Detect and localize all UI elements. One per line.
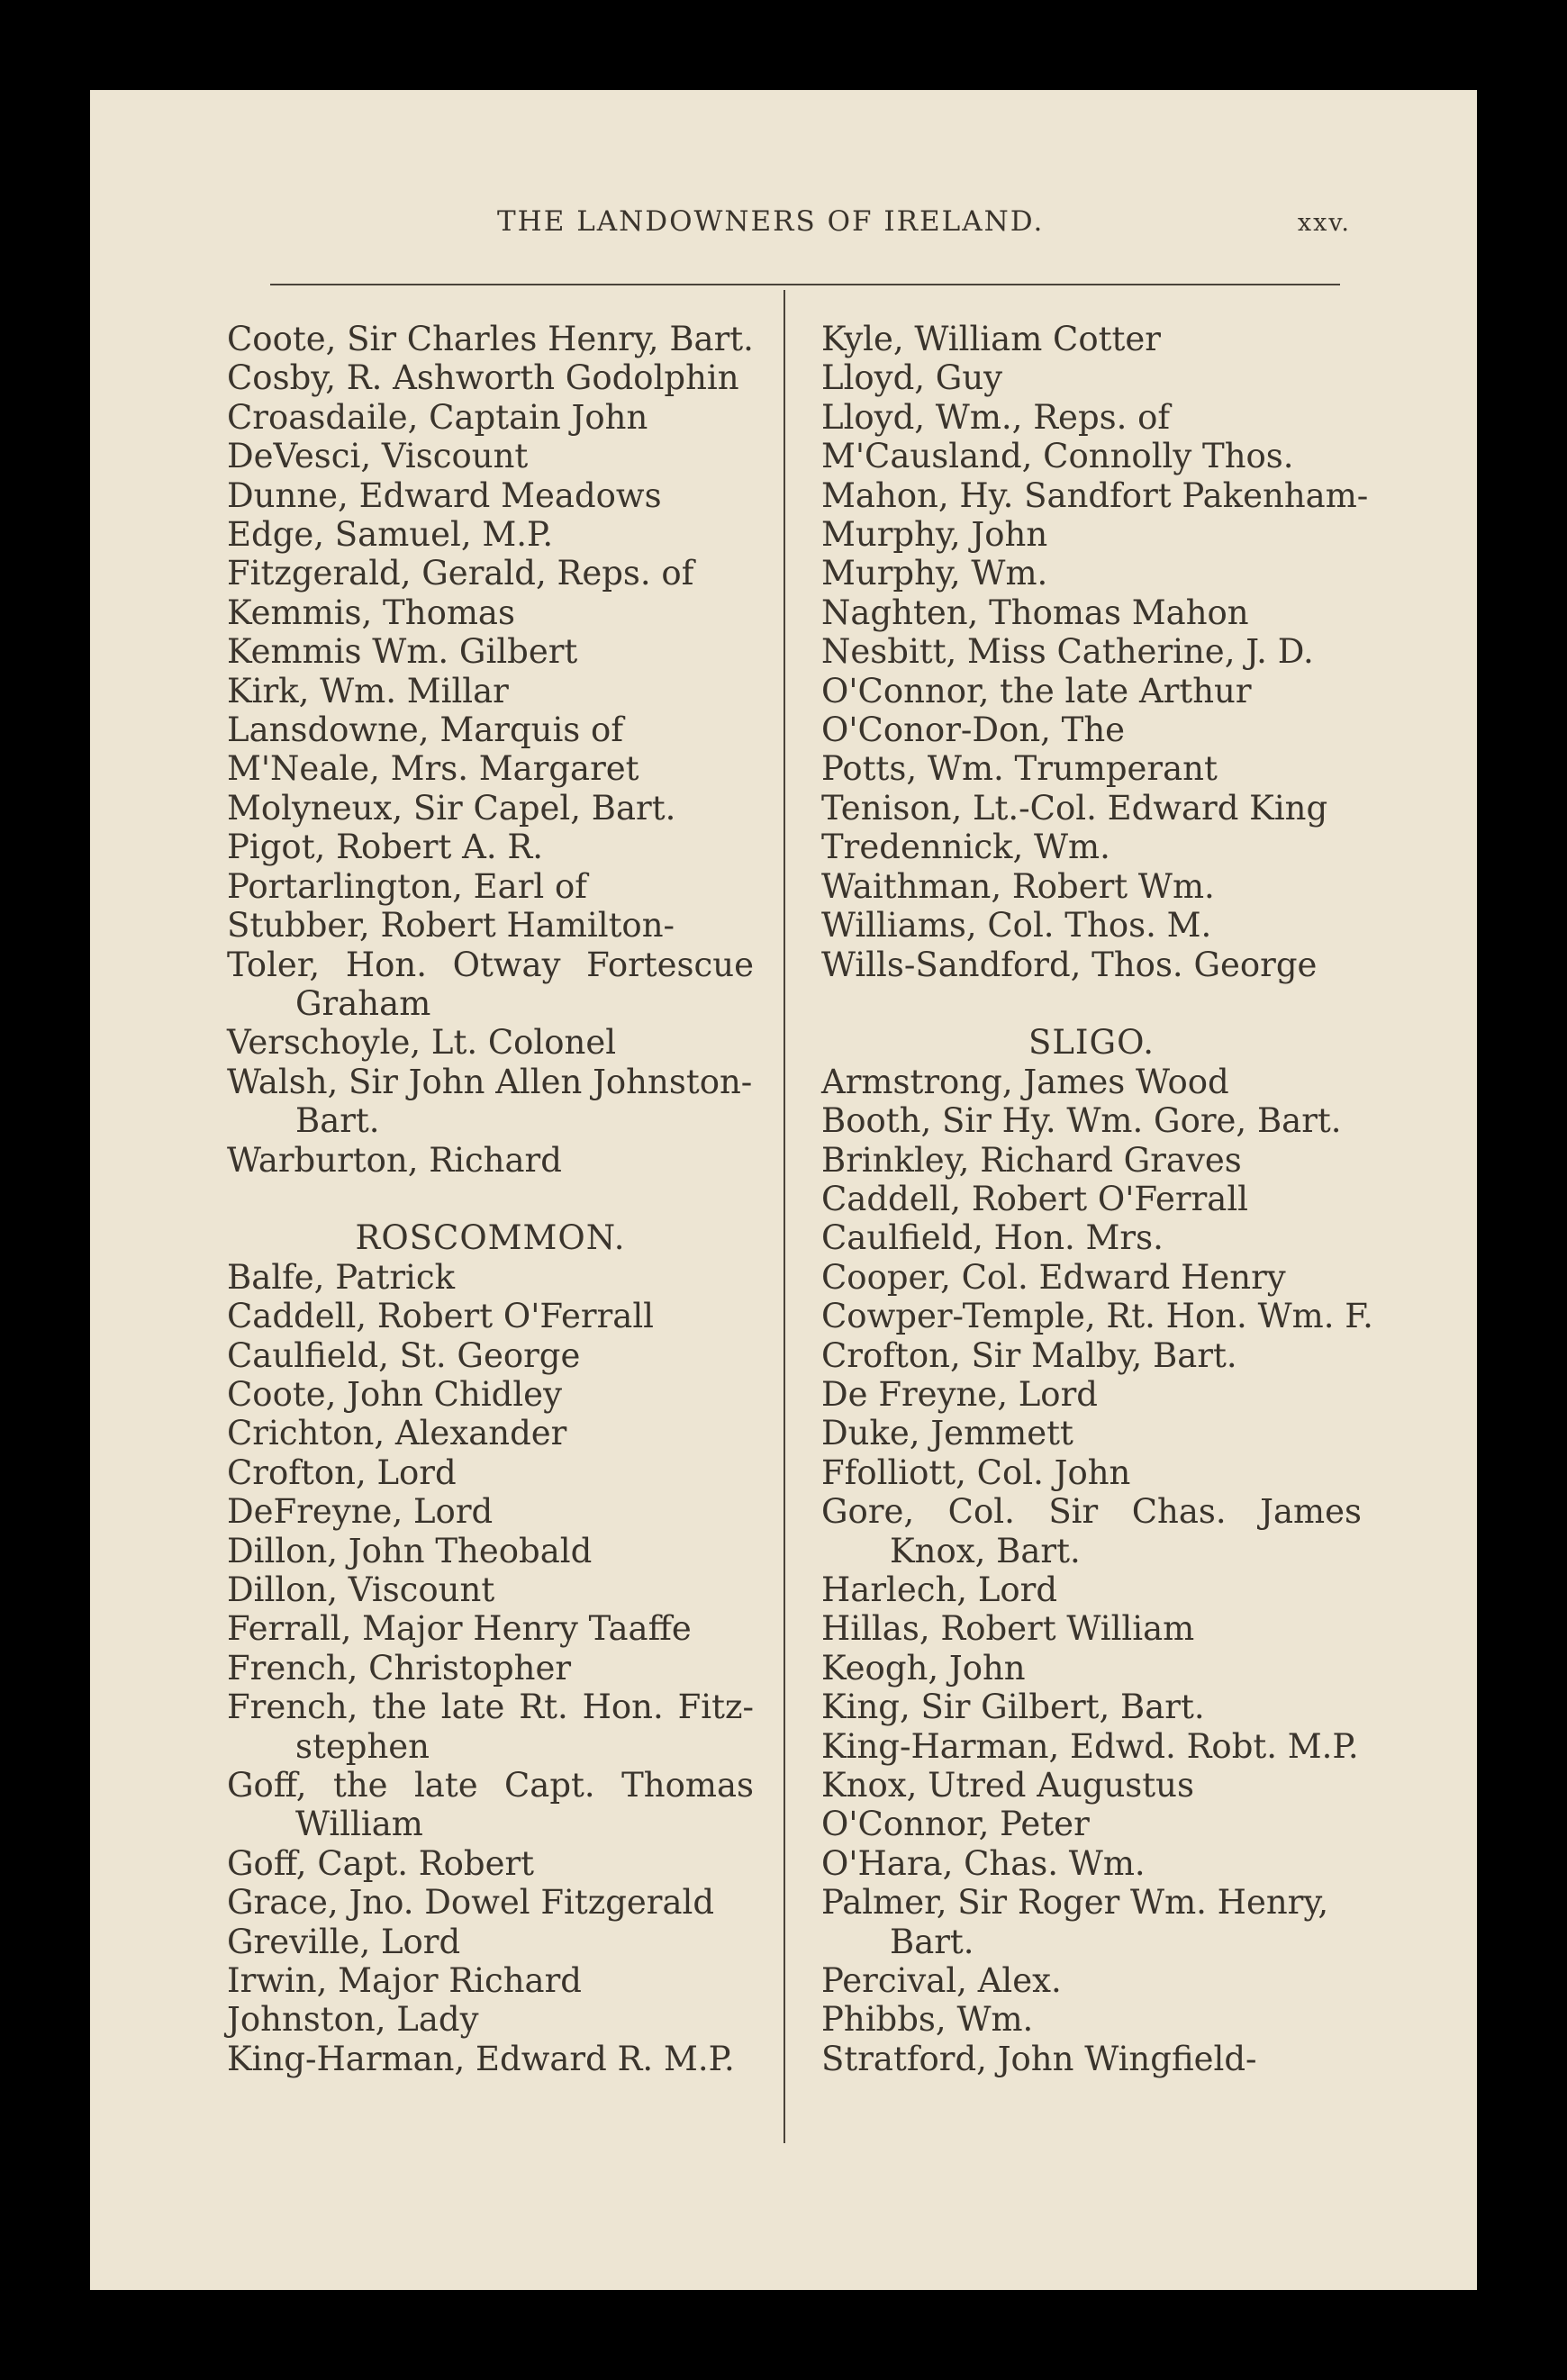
list-entry: Coote, John Chidley [227,1374,562,1414]
page-number: xxv. [1297,209,1351,237]
list-entry: French, the late Rt. Hon. Fitz- [227,1688,754,1727]
list-entry: Pigot, Robert A. R. [227,828,543,867]
column-divider [784,290,785,2143]
list-entry: Kemmis Wm. Gilbert [227,632,578,672]
list-entry: Crofton, Lord [227,1452,457,1492]
list-entry: Greville, Lord [227,1922,461,1961]
list-entry: Williams, Col. Thos. M. [821,906,1212,946]
list-entry: Harlech, Lord [821,1570,1058,1609]
list-entry: O'Hara, Chas. Wm. [821,1843,1146,1883]
list-entry: King-Harman, Edwd. Robt. M.P. [821,1726,1359,1766]
list-entry: French, Christopher [227,1648,572,1688]
list-entry: Crichton, Alexander [227,1414,567,1453]
header-rule [270,284,1340,285]
list-entry: Hillas, Robert William [821,1609,1195,1649]
list-entry: Murphy, John [821,515,1048,555]
section-heading-roscommon: ROSCOMMON. [355,1218,626,1258]
list-entry: Grace, Jno. Dowel Fitzgerald [227,1883,715,1923]
list-entry: Lansdowne, Marquis of [227,710,624,750]
list-entry: Lloyd, Guy [821,358,1003,398]
list-entry: Duke, Jemmett [821,1414,1073,1453]
list-entry-continuation: William [295,1805,423,1844]
list-entry: DeFreyne, Lord [227,1492,494,1532]
list-entry: Balfe, Patrick [227,1257,456,1297]
list-entry: O'Connor, the late Arthur [821,671,1252,710]
list-entry: Potts, Wm. Trumperant [821,749,1218,789]
list-entry: Nesbitt, Miss Catherine, J. D. [821,632,1314,672]
list-entry: Caddell, Robert O'Ferrall [227,1297,655,1336]
list-entry: King-Harman, Edward R. M.P. [227,2039,735,2078]
list-entry: Johnston, Lady [227,2000,479,2040]
list-entry-continuation: Bart. [295,1101,380,1141]
list-entry: Kemmis, Thomas [227,593,515,632]
list-entry: Dunne, Edward Meadows [227,475,662,515]
list-entry: Irwin, Major Richard [227,1961,582,2001]
list-entry: Palmer, Sir Roger Wm. Henry, [821,1883,1329,1923]
list-entry: Keogh, John [821,1648,1026,1688]
list-entry: DeVesci, Viscount [227,437,529,476]
list-entry: Dillon, John Theobald [227,1531,593,1570]
list-entry: Kirk, Wm. Millar [227,671,509,710]
list-entry: Crofton, Sir Malby, Bart. [821,1335,1237,1375]
list-entry: Edge, Samuel, M.P. [227,515,554,555]
list-entry: Goff, Capt. Robert [227,1843,535,1883]
list-entry-continuation: Graham [295,983,431,1023]
list-entry: Molyneux, Sir Capel, Bart. [227,788,676,828]
section-heading-sligo: SLIGO. [1028,1023,1155,1063]
list-entry: Gore, Col. Sir Chas. James [821,1492,1362,1532]
list-entry: Dillon, Viscount [227,1570,495,1609]
list-entry: Ffolliott, Col. John [821,1452,1131,1492]
list-entry: Tredennick, Wm. [821,828,1110,867]
list-entry: Mahon, Hy. Sandfort Pakenham- [821,475,1369,515]
list-entry: Waithman, Robert Wm. [821,866,1215,906]
list-entry: Caulfield, St. George [227,1335,581,1375]
list-entry: Croasdaile, Captain John [227,397,648,437]
list-entry: Ferrall, Major Henry Taaffe [227,1609,692,1649]
list-entry: Verschoyle, Lt. Colonel [227,1023,617,1063]
list-entry: Coote, Sir Charles Henry, Bart. [227,320,754,358]
list-entry: Caddell, Robert O'Ferrall [821,1179,1249,1218]
list-entry: Booth, Sir Hy. Wm. Gore, Bart. [821,1101,1342,1141]
list-entry: O'Connor, Peter [821,1805,1090,1844]
list-entry: Wills-Sandford, Thos. George [821,945,1318,984]
right-column [821,320,1373,2078]
running-header [90,205,1477,250]
list-entry: Portarlington, Earl of [227,866,587,906]
list-entry-continuation: Knox, Bart. [890,1531,1081,1570]
list-entry: Goff, the late Capt. Thomas [227,1766,754,1805]
list-entry: Stratford, John Wingfield- [821,2039,1257,2078]
list-entry: M'Neale, Mrs. Margaret [227,749,639,789]
list-entry: Cosby, R. Ashworth Godolphin [227,358,739,398]
left-column [227,320,754,2078]
list-entry: Phibbs, Wm. [821,2000,1034,2040]
list-entry: Stubber, Robert Hamilton- [227,906,675,946]
list-entry: Caulfield, Hon. Mrs. [821,1218,1164,1258]
list-entry: Warburton, Richard [227,1140,562,1180]
list-entry: Cowper-Temple, Rt. Hon. Wm. F. [821,1297,1373,1336]
book-page [90,90,1477,2290]
list-entry: Murphy, Wm. [821,554,1048,593]
list-entry: Percival, Alex. [821,1961,1062,2001]
list-entry: Toler, Hon. Otway Fortescue [227,945,754,984]
list-entry-continuation: stephen [295,1726,430,1766]
list-entry: Kyle, William Cotter [821,320,1161,358]
list-entry-continuation: Bart. [890,1922,974,1961]
list-entry: Tenison, Lt.-Col. Edward King [821,788,1328,828]
list-entry: Knox, Utred Augustus [821,1766,1194,1805]
list-entry: De Freyne, Lord [821,1374,1098,1414]
list-entry: O'Conor-Don, The [821,710,1126,750]
list-entry: Fitzgerald, Gerald, Reps. of [227,554,694,593]
list-entry: Lloyd, Wm., Reps. of [821,397,1171,437]
list-entry: Armstrong, James Wood [821,1062,1229,1101]
list-entry: Naghten, Thomas Mahon [821,593,1249,632]
list-entry: Cooper, Col. Edward Henry [821,1257,1286,1297]
list-entry: M'Causland, Connolly Thos. [821,437,1294,476]
list-entry: King, Sir Gilbert, Bart. [821,1688,1205,1727]
running-title: THE LANDOWNERS OF IRELAND. [497,205,1045,238]
list-entry: Walsh, Sir John Allen Johnston- [227,1062,753,1101]
list-entry: Brinkley, Richard Graves [821,1140,1242,1180]
